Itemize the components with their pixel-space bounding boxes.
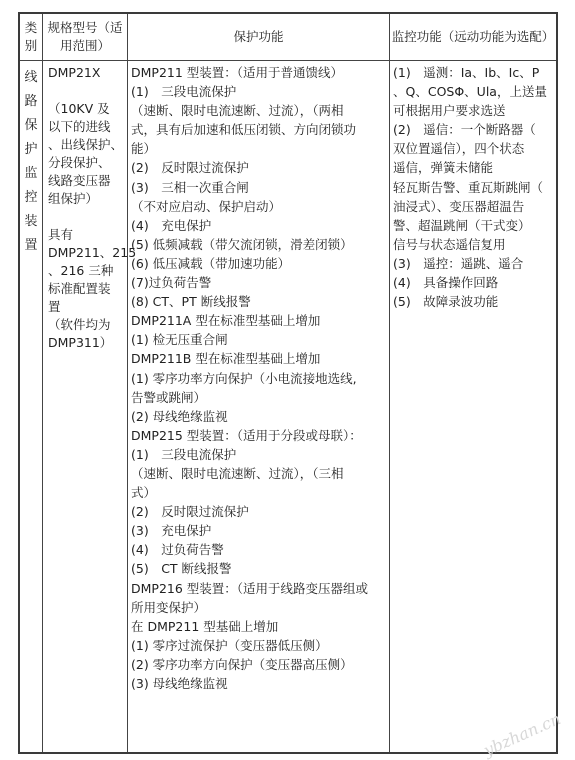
model-line: DMP311）	[48, 335, 113, 350]
protection-line: DMP216 型装置：（适用于线路变压器组或	[131, 580, 369, 596]
monitoring-line: 遥信，弹簧未储能	[393, 160, 494, 176]
monitoring-line: 油浸式）、变压器超温告	[393, 198, 525, 214]
header-protection: 保护功能	[233, 29, 284, 44]
model-line: 线路变压器	[48, 173, 111, 188]
protection-line: DMP215 型装置：（适用于分段或母联）：	[131, 427, 362, 443]
protection-line: (3) 母线绝缘监视	[131, 676, 228, 691]
protection-line: (1) 检无压重合闸	[131, 332, 228, 348]
protection-line: (7)过负荷告警	[131, 275, 212, 291]
model-line: DMP21X	[48, 65, 101, 80]
monitoring-line: (4) 具备操作回路	[393, 275, 499, 291]
spec-table	[18, 12, 558, 754]
monitoring-line: (3) 遥控：遥跳、遥合	[393, 255, 524, 271]
model-line: 分段保护、	[48, 155, 111, 170]
header-category: 类别	[24, 20, 38, 53]
category-char: 线	[24, 70, 38, 85]
model-cell	[48, 64, 137, 352]
col-divider-1	[42, 14, 43, 752]
category-char: 护	[24, 142, 38, 157]
protection-line: (2) 反时限过流保护	[131, 504, 249, 520]
protection-line: （速断、限时电流速断、过流），（三相	[131, 465, 344, 481]
protection-line: （速断、限时电流速断、过流），（两相	[131, 103, 344, 119]
model-line: 、出线保护、	[48, 137, 124, 152]
model-spacer	[48, 82, 130, 100]
category-cell	[22, 66, 40, 258]
protection-line: (3) 充电保护	[131, 523, 212, 539]
protection-line: 所用变保护）	[131, 599, 207, 615]
monitoring-line: 信号与状态遥信复用	[393, 236, 506, 252]
model-line: 、216 三种	[48, 263, 114, 278]
model-line: 置	[48, 299, 61, 314]
protection-line: (6) 低压减载（带加速功能）	[131, 255, 291, 271]
model-line: 标准配置装	[48, 281, 111, 296]
protection-line: 式）	[131, 485, 157, 501]
top-fragment-text	[44, 0, 164, 3]
protection-line: DMP211 型装置：（适用于普通馈线）	[131, 65, 344, 80]
model-line: （软件均为	[48, 317, 111, 332]
protection-line: 能）	[131, 141, 157, 157]
protection-line: 式，具有后加速和低压闭锁、方向闭锁功	[131, 122, 357, 138]
protection-line: (4) 过负荷告警	[131, 542, 224, 558]
monitoring-line: (1) 遥测：Ia、Ib、Ic、P	[393, 65, 540, 80]
category-char: 置	[24, 238, 38, 253]
protection-line: (3) 三相一次重合闸	[131, 179, 249, 195]
header-monitoring: 监控功能（远动功能为选配）	[391, 29, 555, 44]
monitoring-line: 可根据用户要求选送	[393, 103, 506, 119]
protection-line: (1) 三段电流保护	[131, 446, 237, 462]
model-line: 具有	[48, 227, 74, 242]
col-divider-3	[389, 14, 390, 752]
protection-line: （不对应启动、保护启动）	[131, 198, 282, 214]
protection-line: (1) 零序功率方向保护（小电流接地选线,	[131, 370, 357, 386]
watermark: ybzhan.cn	[480, 709, 564, 760]
protection-line: (8) CT、PT 断线报警	[131, 294, 251, 310]
model-spacer	[48, 208, 130, 226]
monitoring-line: (2) 遥信：一个断路器（	[393, 122, 536, 138]
model-line: DMP211、215	[48, 245, 137, 260]
category-char: 控	[24, 190, 38, 205]
category-char: 监	[24, 166, 38, 181]
protection-line: (1) 零序过流保护（变压器低压侧）	[131, 637, 328, 653]
protection-cell	[131, 63, 389, 693]
model-line: 以下的进线	[48, 119, 111, 134]
header-model: 规格型号（适用范围）	[47, 20, 123, 53]
category-char: 路	[24, 94, 38, 109]
protection-line: 在 DMP211 型基础上增加	[131, 618, 279, 634]
monitoring-line: 警、超温跳闸（干式变）	[393, 217, 531, 233]
protection-line: DMP211A 型在标准型基础上增加	[131, 313, 321, 329]
monitoring-line: 轻瓦斯告警、重瓦斯跳闸（	[393, 179, 544, 195]
monitoring-line: 双位置遥信），四个状态	[393, 141, 525, 157]
model-line: 组保护）	[48, 191, 99, 206]
monitoring-cell	[393, 63, 555, 311]
protection-line: (2) 母线绝缘监视	[131, 408, 228, 424]
header-divider	[20, 60, 556, 61]
protection-line: (2) 零序功率方向保护（变压器高压侧）	[131, 656, 353, 672]
monitoring-line: (5) 故障录波功能	[393, 294, 499, 310]
protection-line: (5) 低频减载（带欠流闭锁，滑差闭锁）	[131, 236, 353, 252]
protection-line: (2) 反时限过流保护	[131, 160, 249, 176]
protection-line: DMP211B 型在标准型基础上增加	[131, 351, 321, 367]
protection-line: 告警或跳闸）	[131, 389, 207, 405]
protection-line: (1) 三段电流保护	[131, 84, 237, 100]
model-line: （10KV 及	[48, 101, 110, 116]
protection-line: (4) 充电保护	[131, 217, 212, 233]
category-char: 装	[24, 214, 38, 229]
monitoring-line: 、Q、COSΦ、Ula，上送量	[393, 84, 547, 100]
protection-line: (5) CT 断线报警	[131, 561, 232, 577]
category-char: 保	[24, 118, 38, 133]
